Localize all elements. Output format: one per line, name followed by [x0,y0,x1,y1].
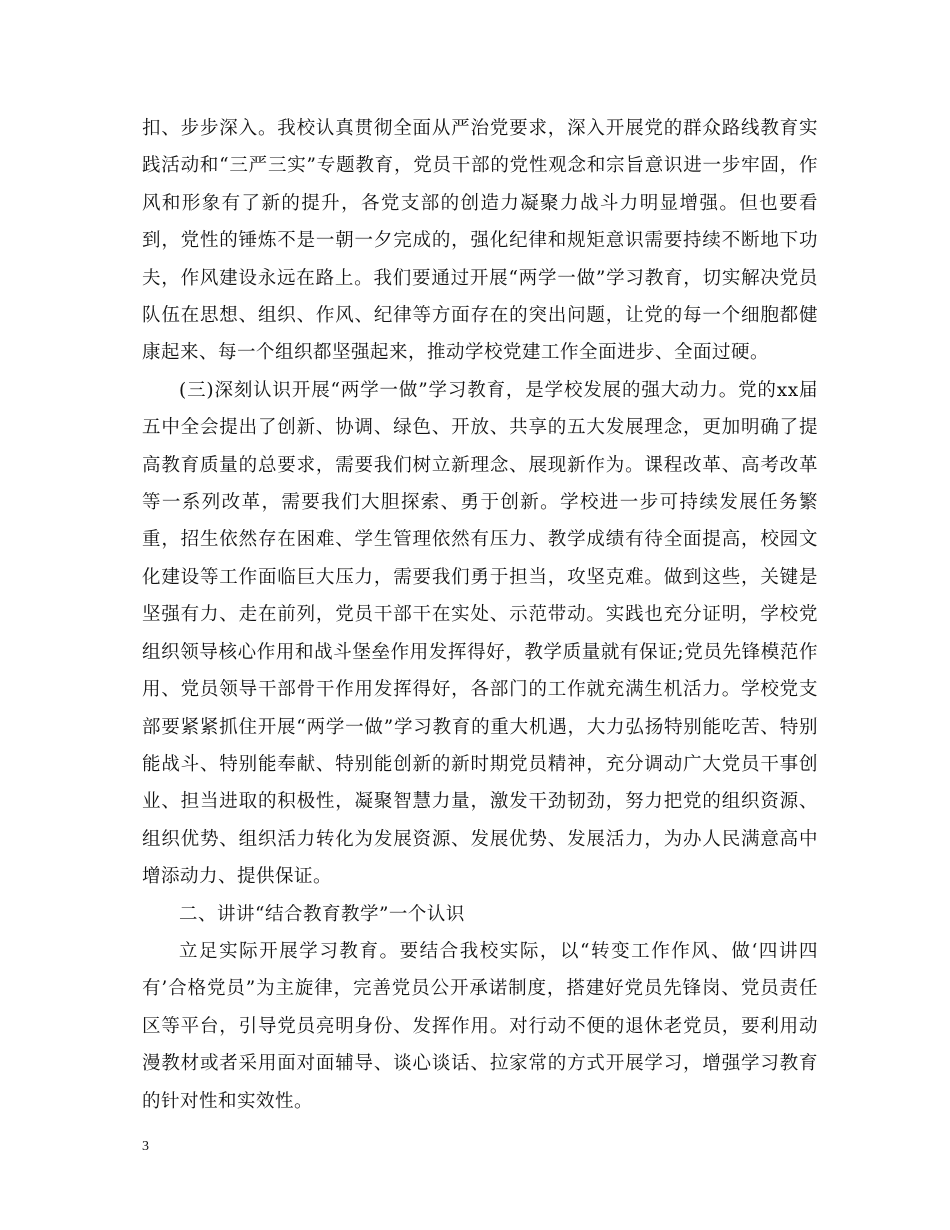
paragraph-continuation: 扣、步步深入。我校认真贯彻全面从严治党要求，深入开展党的群众路线教育实践活动和“三严三实”专题教育，党员干部的党性观念和宗旨意识进一步牢固，作风和形象有了新的提升，各党支部的创造力凝聚力战斗力明显增强。但也要看到，党性的锤炼不是一朝一夕完成的，强化纪律和规矩意识需要持续不断地下功夫，作风建设永远在路上。我们要通过开展“两学一做”学习教育，切实解决党员队伍在思想、组织、作风、纪律等方面存在的突出问题，让党的每一个细胞都健康起来、每一个组织都坚强起来，推动学校党建工作全面进步、全面过硬。 [142,118,818,364]
paragraph-section-three: (三)深刻认识开展“两学一做”学习教育，是学校发展的强大动力。党的xx届五中全会提出了创新、协调、绿色、开放、共享的五大发展理念，更加明确了提高教育质量的总要求，需要我们树立新理念、展现新作为。课程改革、高考改革等一系列改革，需要我们大胆探索、勇于创新。学校进一步可持续发展任务繁重，招生依然存在困难、学生管理依然有压力、教学成绩有待全面提高，校园文化建设等工作面临巨大压力，需要我们勇于担当，攻坚克难。做到这些，关键是坚强有力、走在前列，党员干部干在实处、示范带动。实践也充分证明，学校党组织领导核心作用和战斗堡垒作用发挥得好，教学质量就有保证;党员先锋模范作用、党员领导干部骨干作用发挥得好，各部门的工作就充满生机活力。学校党支部要紧紧抓住开展“两学一做”学习教育的重大机遇，大力弘扬特别能吃苦、特别能战斗、特别能奉献、特别能创新的新时期党员精神，充分调动广大党员干事创业、担当进取的积极性，凝聚智慧力量，激发干劲韧劲，努力把党的组织资源、组织优势、组织活力转化为发展资源、发展优势、发展活力，为办人民满意高中增添动力、提供保证。 [142,379,818,888]
section-heading-two: 二、讲讲“结合教育教学”一个认识 [179,903,465,925]
document-body [142,110,818,1120]
page-number: 3 [142,1139,149,1154]
paragraph-practical-study: 立足实际开展学习教育。要结合我校实际，以“转变工作作风、做‘四讲四有’合格党员”为主旋律，完善党员公开承诺制度，搭建好党员先锋岗、党员责任区等平台，引导党员亮明身份、发挥作用。对行动不便的退休老党员，要利用动漫教材或者采用面对面辅导、谈心谈话、拉家常的方式开展学习，增强学习教育的针对性和实效性。 [142,940,818,1112]
